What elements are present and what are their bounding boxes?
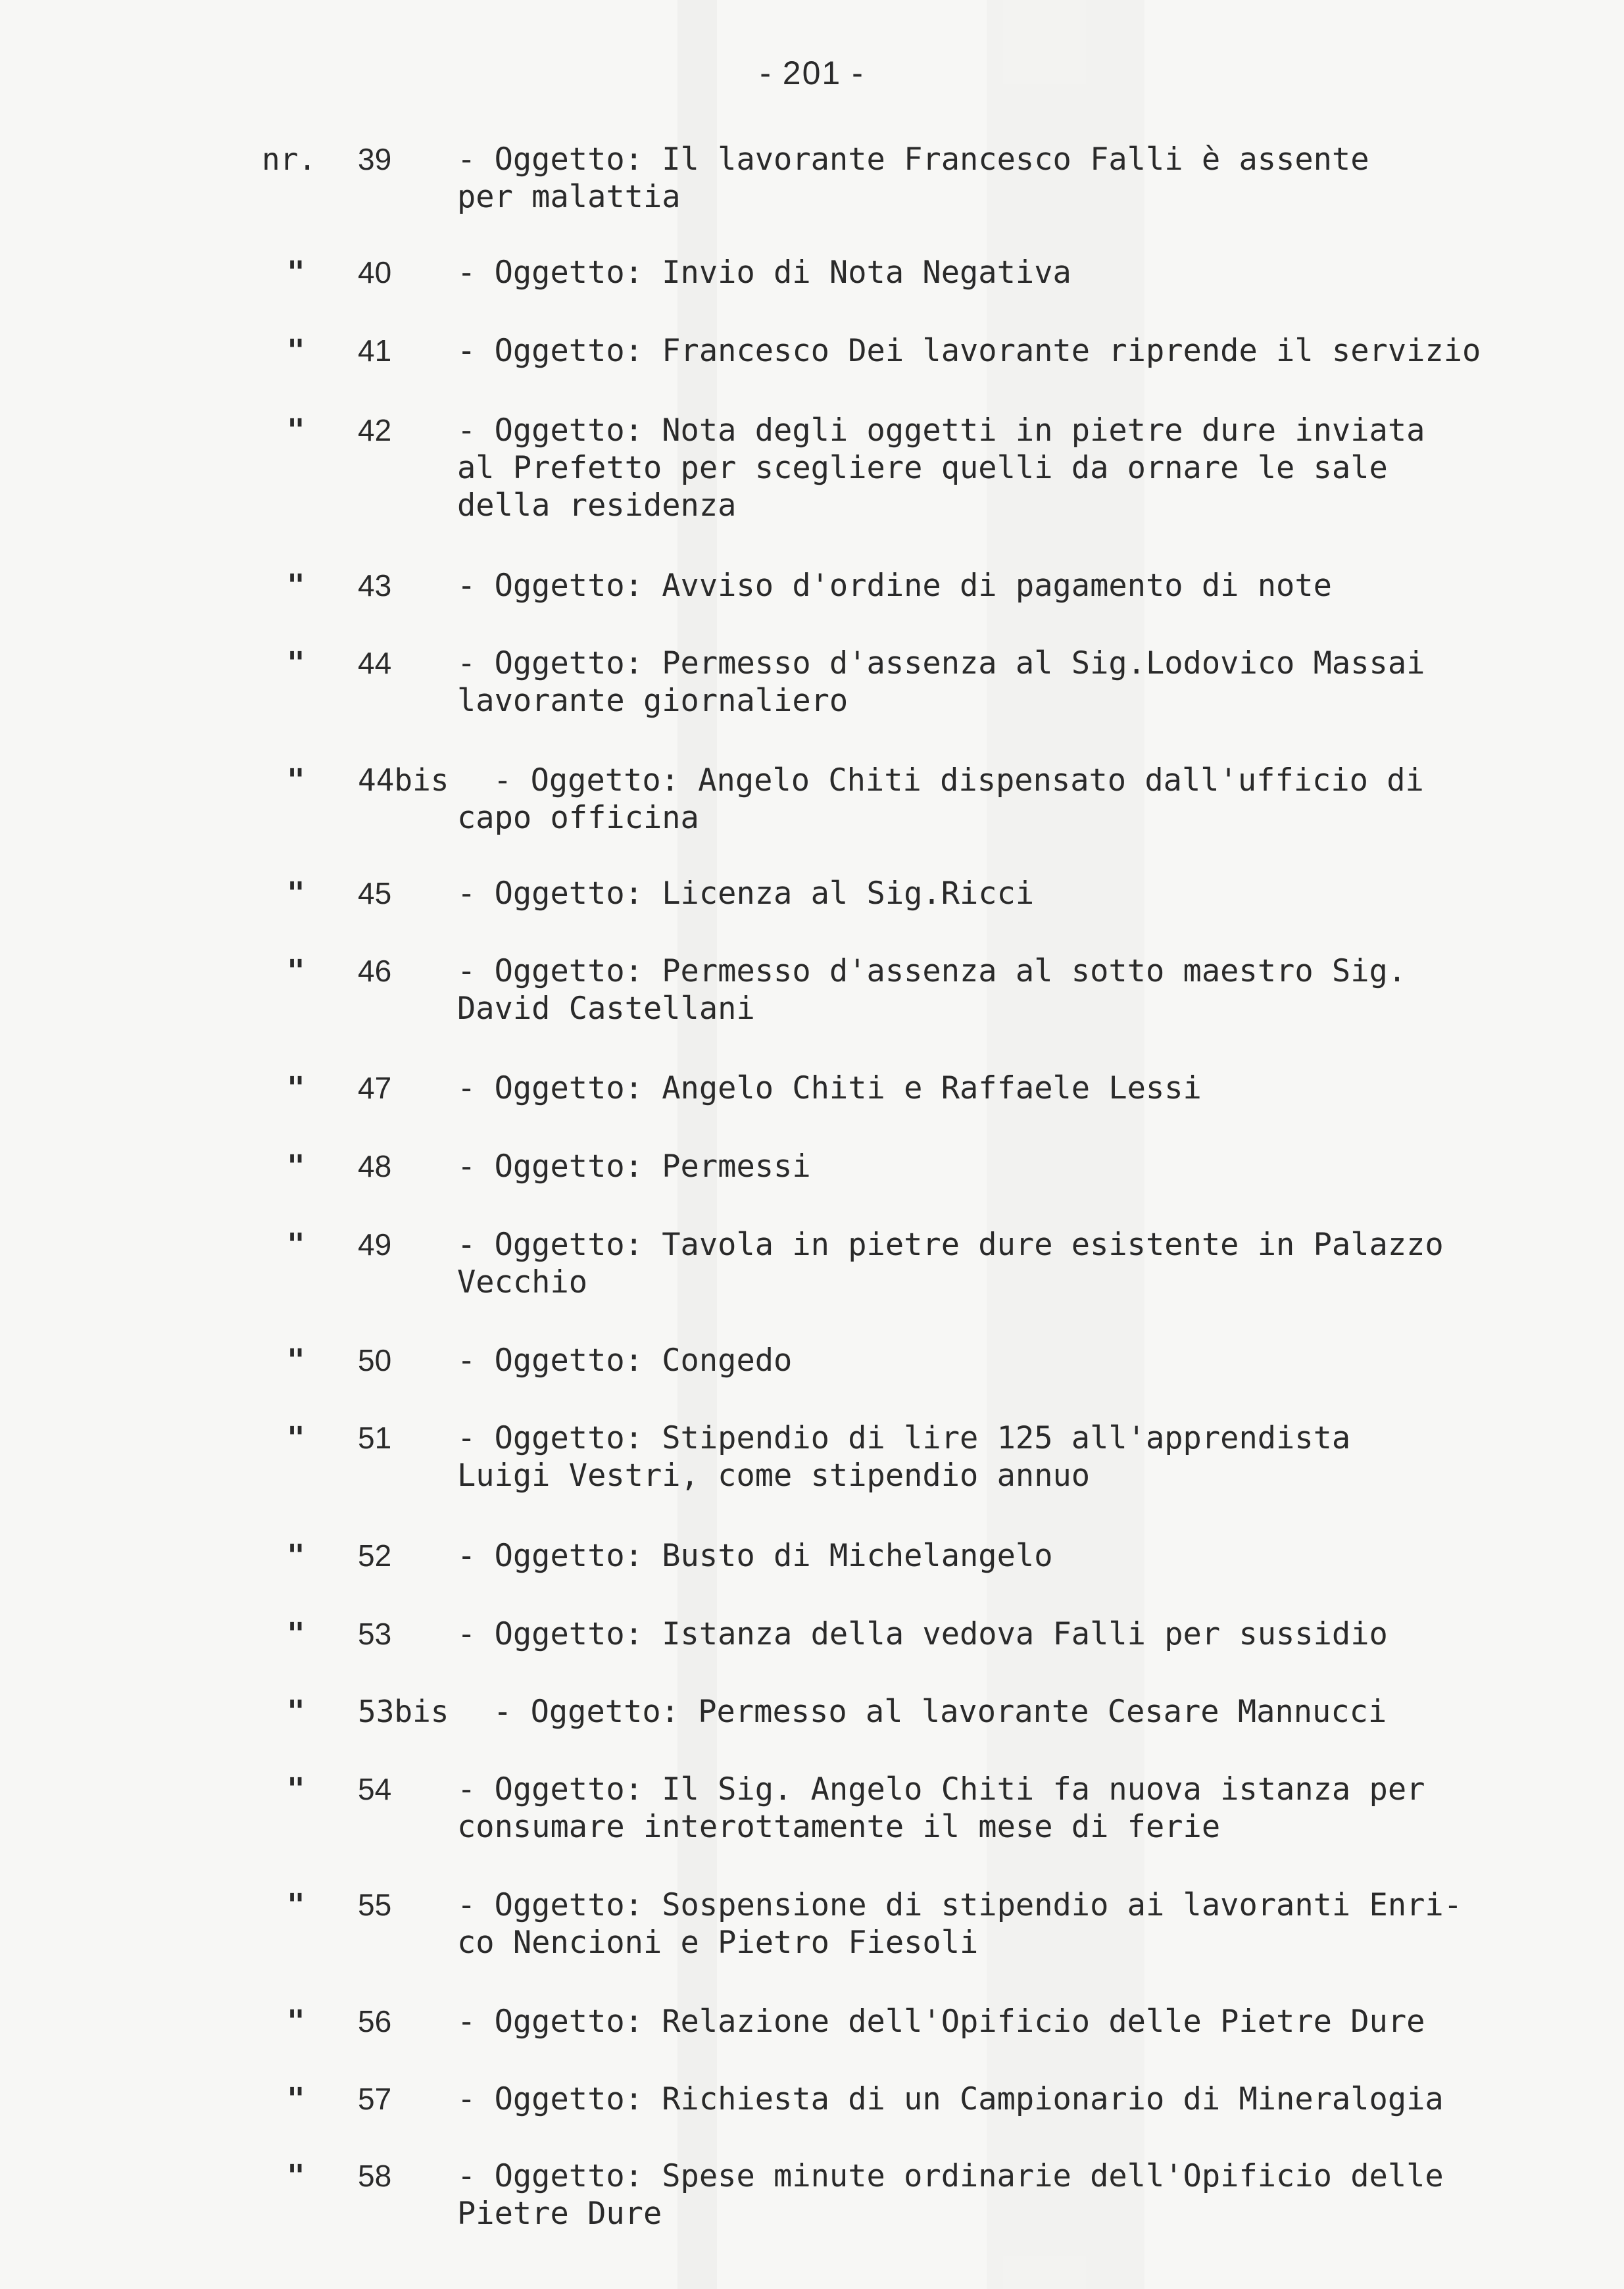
entry-subject: [457, 645, 1575, 720]
entry-subject: [457, 1070, 1575, 1107]
entry-number: 49: [358, 1227, 392, 1262]
ditto-mark: ": [287, 2158, 305, 2194]
ditto-mark: ": [287, 762, 305, 798]
ditto-mark: ": [287, 1887, 305, 1923]
ditto-mark: ": [287, 412, 305, 448]
entry-number: 56: [358, 2004, 392, 2038]
ditto-mark: ": [287, 1070, 305, 1106]
entry-subject: [457, 141, 1575, 216]
entry-subject: [457, 1226, 1575, 1301]
entry-line: al Prefetto per scegliere quelli da ornare le sale: [457, 450, 1388, 486]
entry-number: 48: [358, 1149, 392, 1183]
entry-number: 44bis: [358, 762, 449, 798]
entry-number: 43: [358, 568, 392, 603]
entry-line: - Oggetto: Invio di Nota Negativa: [457, 255, 1071, 291]
entry-subject: [457, 1771, 1575, 1846]
entry-line: - Oggetto: Il Sig. Angelo Chiti fa nuova istanza per: [457, 1771, 1425, 1808]
entry-line: consumare interottamente il mese di ferie: [457, 1809, 1221, 1845]
entry-subject: [457, 1148, 1575, 1185]
ditto-mark: ": [287, 1420, 305, 1456]
entry-number: 45: [358, 876, 392, 910]
entry-line: - Oggetto: Istanza della vedova Falli per sussidio: [457, 1616, 1388, 1652]
ditto-mark: ": [287, 333, 305, 368]
entry-line: per malattia: [457, 179, 681, 215]
entry-line: - Oggetto: Busto di Michelangelo: [457, 1538, 1053, 1574]
entry-number: 54: [358, 1772, 392, 1806]
entry-line: David Castellani: [457, 991, 755, 1027]
entry-line: capo officina: [457, 800, 699, 836]
entry-line: - Oggetto: Permesso al lavorante Cesare Mannucci: [493, 1694, 1387, 1730]
entry-number: 53bis: [358, 1694, 449, 1729]
entry-subject: [457, 254, 1575, 291]
ditto-mark: ": [287, 1694, 305, 1729]
entry-line: - Oggetto: Sospensione di stipendio ai lavoranti Enri-: [457, 1887, 1463, 1923]
entry-subject: [457, 1886, 1575, 1961]
entry-line: lavorante giornaliero: [457, 683, 849, 719]
entry-line: co Nencioni e Pietro Fiesoli: [457, 1925, 979, 1961]
entry-subject: [457, 332, 1575, 370]
entry-line: - Oggetto: Angelo Chiti dispensato dall'ufficio di: [493, 762, 1424, 799]
entry-line: - Oggetto: Tavola in pietre dure esistente in Palazzo: [457, 1227, 1444, 1263]
entry-prefix: nr.: [262, 141, 317, 177]
ditto-mark: ": [287, 875, 305, 911]
ditto-mark: ": [287, 2004, 305, 2039]
entry-line: - Oggetto: Stipendio di lire 125 all'apprendista: [457, 1420, 1351, 1456]
entry-number: 50: [358, 1343, 392, 1377]
ditto-mark: ": [287, 568, 305, 603]
entry-line: - Oggetto: Spese minute ordinarie dell'Opificio delle: [457, 2158, 1444, 2194]
entry-subject: [457, 1419, 1575, 1494]
entry-number: 58: [358, 2159, 392, 2193]
ditto-mark: ": [287, 1148, 305, 1184]
entry-number: 52: [358, 1538, 392, 1573]
entry-number: 41: [358, 333, 392, 368]
entry-number: 47: [358, 1071, 392, 1105]
ditto-mark: ": [287, 1342, 305, 1378]
entry-number: 55: [358, 1888, 392, 1922]
ditto-mark: ": [287, 953, 305, 989]
entry-number: 57: [358, 2082, 392, 2116]
entry-line: - Oggetto: Il lavorante Francesco Falli è assente: [457, 141, 1369, 178]
ditto-mark: ": [287, 645, 305, 681]
entry-subject: [493, 1693, 1612, 1731]
entry-subject: [457, 567, 1575, 604]
entry-number: 53: [358, 1617, 392, 1651]
entry-line: - Oggetto: Francesco Dei lavorante riprende il servizio: [457, 333, 1481, 369]
entry-line: - Oggetto: Licenza al Sig.Ricci: [457, 875, 1035, 912]
entry-line: - Oggetto: Permessi: [457, 1148, 811, 1185]
entry-subject: [457, 952, 1575, 1027]
ditto-mark: ": [287, 1227, 305, 1262]
entry-number: 42: [358, 413, 392, 447]
entry-subject: [457, 1615, 1575, 1653]
entry-subject: [457, 2157, 1575, 2232]
entry-subject: [457, 875, 1575, 912]
entry-number: 46: [358, 954, 392, 988]
entry-line: - Oggetto: Permesso d'assenza al sotto maestro Sig.: [457, 953, 1407, 989]
entry-line: Luigi Vestri, come stipendio annuo: [457, 1458, 1091, 1494]
entry-line: - Oggetto: Permesso d'assenza al Sig.Lodovico Massai: [457, 645, 1425, 681]
entry-line: - Oggetto: Avviso d'ordine di pagamento di note: [457, 568, 1332, 604]
entry-subject: [457, 2080, 1575, 2118]
entry-number: 51: [358, 1421, 392, 1455]
ditto-mark: ": [287, 2081, 305, 2117]
entry-subject: [457, 762, 1603, 837]
entry-line: - Oggetto: Congedo: [457, 1342, 793, 1379]
ditto-mark: ": [287, 1616, 305, 1652]
entry-line: - Oggetto: Nota degli oggetti in pietre dure inviata: [457, 412, 1425, 449]
entry-line: - Oggetto: Richiesta di un Campionario di Mineralogia: [457, 2081, 1444, 2117]
ditto-mark: ": [287, 255, 305, 290]
entry-line: Vecchio: [457, 1264, 588, 1300]
entry-subject: [457, 1342, 1575, 1379]
entry-line: Pietre Dure: [457, 2196, 662, 2232]
entry-subject: [457, 1537, 1575, 1575]
entry-number: 40: [358, 255, 392, 289]
entry-line: - Oggetto: Angelo Chiti e Raffaele Lessi: [457, 1070, 1202, 1106]
page-number: - 201 -: [760, 55, 864, 91]
ditto-mark: ": [287, 1538, 305, 1573]
entry-line: - Oggetto: Relazione dell'Opificio delle Pietre Dure: [457, 2004, 1425, 2040]
entry-subject: [457, 412, 1575, 524]
entry-subject: [457, 2003, 1575, 2040]
entry-number: 44: [358, 646, 392, 680]
entry-line: della residenza: [457, 487, 737, 524]
ditto-mark: ": [287, 1771, 305, 1807]
entry-number: 39: [358, 142, 392, 176]
